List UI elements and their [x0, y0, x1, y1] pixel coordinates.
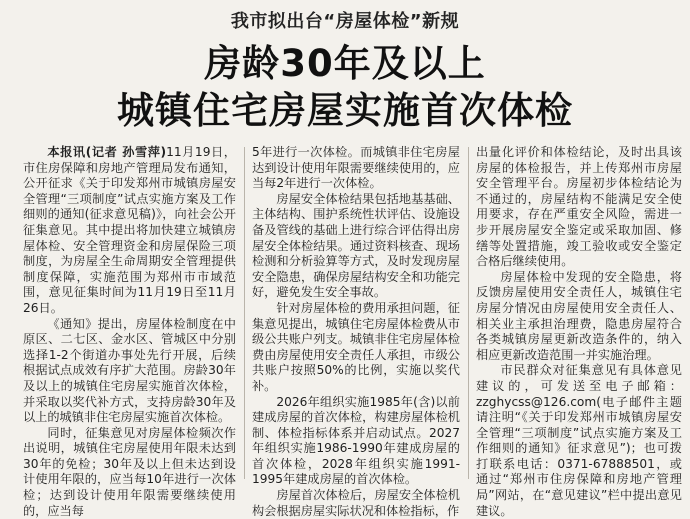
article-column-3	[476, 145, 682, 518]
paragraph: 市民群众对征集意见有具体意见建议的，可发送至电子邮箱：zzghycss@126.com(电子邮件主题请注明“《关于印发郑州市城镇房屋安全管理“三项制度”试点实施方案及工作细则的通知》征求意见”)；也可拨打联系电话：0371-67888501，或通过“郑州市住房保障和房地产管理局”网站，在“意见建议”栏中提出意见建议。	[476, 363, 682, 518]
headline-line-2: 城镇住宅房屋实施首次体检	[117, 89, 573, 132]
byline: 本报讯(记者 孙雪萍)	[47, 145, 167, 159]
headline-line-1: 房龄30年及以上	[204, 42, 486, 85]
paragraph: 《通知》提出，房屋体检制度在中原区、二七区、金水区、管城区中分别选择1-2个街道办事处先行开展，后续根据试点成效有序扩大范围。房龄30年及以上的城镇住宅房屋实施首次体检，并采取以奖代补方式，支持房龄30年及以上的城镇非住宅房屋实施首次体检。	[23, 316, 236, 425]
paragraph: 5年进行一次体检。而城镇非住宅房屋达到设计使用年限需要继续使用的，应当每2年进行一次体检。	[252, 145, 460, 191]
paragraph: 房屋体检中发现的安全隐患，将反馈房屋使用安全责任人，城镇住宅房屋分情况由房屋使用安全责任人、相关业主承担治理费，隐患房屋符合各类城镇房屋更新改造条件的，纳入相应更新改造范围一并实施治理。	[476, 269, 682, 362]
paragraph: 2026年组织实施1985年(含)以前建成房屋的首次体检，构建房屋体检机制、体检指标体系并启动试点。2027年组织实施1986-1990年建成房屋的首次体检，2028年组织实施1991-1995年建成房屋的首次体检。	[252, 394, 460, 487]
paragraph: 房屋安全体检结果包括地基基础、主体结构、围护系统性状评估、设施设备及管线的基础上进行综合评估得出房屋安全体检结果。通过资料核查、现场检测和分析验算等方式，及时发现房屋安全隐患，确保房屋结构安全和功能完好，避免发生安全事故。	[252, 191, 460, 300]
paragraph: 针对房屋体检的费用承担问题，征集意见提出，城镇住宅房屋体检费从市级公共账户列支。城镇非住宅房屋体检费由房屋使用安全责任人承担，市级公共账户按照50%的比例，实施以奖代补。	[252, 300, 460, 393]
article-column-2	[252, 145, 460, 518]
column-divider	[244, 147, 245, 479]
paragraph: 同时，征集意见对房屋体检频次作出说明，城镇住宅房屋使用年限未达到30年的免检；30年及以上但未达到设计使用年限的，应当每10年进行一次体检；达到设计使用年限需要继续使用的，应当每	[23, 425, 236, 518]
paragraph: 出量化评价和体检结论，及时出具该房屋的体检报告，并上传郑州市房屋安全管理平台。房屋初步体检结论为不通过的，房屋结构不能满足安全使用要求，存在严重安全风险，需进一步开展房屋安全鉴定或采取加固、修缮等处置措施，竣工验收或安全鉴定合格后继续使用。	[476, 145, 682, 269]
paragraph-text: 11月19日，市住房保障和房地产管理局发布通知，公开征求《关于印发郑州市城镇房屋安全管理“三项制度”试点实施方案及工作细则的通知(征求意见稿)》，向社会公开征集意见。其中提出将加快建立城镇房屋体检、安全管理资金和房屋保险三项制度，为房屋全生命周期安全管理提供制度保障，实施范围为郑州市市域范围，意见征集时间为11月19日至11月26日。	[23, 145, 236, 315]
column-divider	[468, 147, 469, 479]
paragraph	[23, 145, 236, 317]
article-column-1	[23, 145, 236, 518]
article-kicker: 我市拟出台“房屋体检”新规	[230, 11, 460, 32]
paragraph: 房屋首次体检后，房屋安全体检机构会根据房屋实际状况和体检指标，作	[252, 488, 460, 518]
